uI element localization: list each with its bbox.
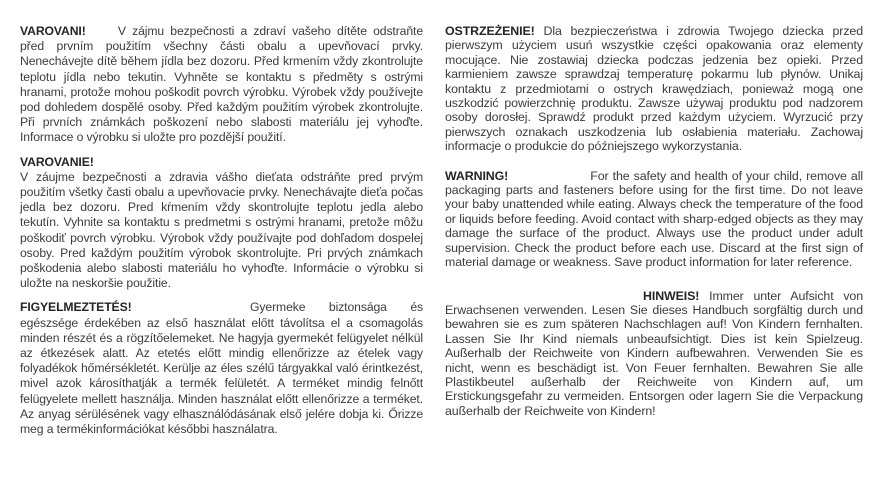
right-column — [445, 24, 863, 494]
warning-heading-czech: VAROVANI! — [20, 24, 86, 38]
warning-heading-slovak: VAROVANIE! — [20, 154, 94, 169]
warning-text-czech: VAROVANI! V zájmu bezpečnosti a zdraví vašeho dítěte odstraňte před prvním použitím všechny části obalu a upevňovací prvky. Nenechávejte dítě během jídla bez dozoru. Před krmením vždy zkontrolujte teplotu jídla nebo tekutin. Vyhněte se kontaktu s předměty s ostrými hranami, protože mohou poškodit povrch výrobku. Výrobek vždy používejte pod dohledem dospělé osoby. Před každým použitím výrobek zkontrolujte. Při prvních známkách poškození nebo slabosti materiálu jej vyhoďte. Informace o výrobku si uložte pro pozdější použití. — [20, 24, 423, 145]
warning-text-slovak: V záujme bezpečnosti a zdravia vášho dieťata odstráňte pred prvým použitím všetky časti obalu a upevňovacie prvky. Nenechávajte dieťa počas jedla bez dozoru. Pred kŕmením vždy skontrolujte teplotu jedla alebo tekutín. Vyhnite sa kontaktu s predmetmi s ostrými hranami, pretože môžu poškodiť povrch výrobku. Výrobok vždy používajte pod dohľadom dospelej osoby. Pred každým použitím výrobok skontrolujte. Pri prvých známkach poškodenia alebo slabosti materiálu ho vyhoďte. Informácie o výrobku si uložte na neskoršie použitie. — [20, 169, 423, 291]
warning-text-english: WARNING! For the safety and health of your child, remove all packaging parts and fasteners before using for the first time. Do not leave your baby unattended while eating. Always check the temperature of the food or liquids before feeding. Avoid contact with sharp-edged objects as they may damage the surface of the product. Always use the product under adult supervision. Check the product before each use. Discard at the first sign of material damage or weakness. Save product information for later reference. — [445, 168, 863, 270]
heading-gap — [508, 179, 586, 180]
heading-gap — [86, 34, 112, 35]
warning-block-german — [445, 289, 863, 419]
left-column — [20, 24, 423, 494]
warning-block-czech — [20, 24, 423, 146]
warning-block-polish — [445, 24, 863, 154]
warning-heading-german: HINWEIS! — [643, 288, 700, 303]
warning-block-hungarian — [20, 300, 423, 437]
warning-text-polish: OSTRZEŻENIE! Dla bezpieczeństwa i zdrowia Twojego dziecka przed pierwszym użyciem usuń wszystkie części opakowania oraz elementy mocujące. Nie zostawiaj dziecka podczas jedzenia bez opieki. Przed karmieniem zawsze sprawdzaj temperaturę pokarmu lub płynów. Unikaj kontaktu z przedmiotami o ostrych krawędziach, ponieważ mogą one uszkodzić powierzchnię produktu. Zawsze używaj produktu pod nadzorem osoby dorosłej. Sprawdź produkt przed każdym użyciem. Wyrzucić przy pierwszych oznakach uszkodzenia lub osłabienia materiału. Zachowaj informacje o produkcie do późniejszego wykorzystania. — [445, 24, 863, 154]
warning-text-german: HINWEIS! Immer unter Aufsicht von Erwachsenen verwenden. Lesen Sie dieses Handbuch sorgfältig durch und bewahren sie es zum späteren Nachschlagen auf! Von Kindern fernhalten. Lassen Sie Ihr Kind niemals unbeaufsichtigt. Dies ist kein Spielzeug. Außerhalb der Reichweite von Kindern aufbewahren. Verwenden Sie es nicht, wenn es beschädigt ist. Von Feuer fernhalten. Bewahren Sie alle Plastikbeutel außerhalb der Reichweite von Kindern auf, um Erstickungsgefahr zu vermeiden. Entsorgen oder lagern Sie die Verpackung außerhalb der Reichweite von Kindern! — [445, 288, 863, 418]
warning-heading-polish: OSTRZEŻENIE! — [445, 24, 535, 38]
warning-block-slovak — [20, 155, 423, 292]
warning-block-english — [445, 169, 863, 270]
warning-heading-english: WARNING! — [445, 168, 509, 183]
warning-text-hungarian: FIGYELMEZTETÉS! Gyermeke biztonsága és egészsége érdekében az első használat előtt távolítsa el a csomagolás minden részét és a rögzítőelemeket. Ne hagyja gyermekét felügyelet nélkül az étkezések alatt. Az etetés előtt mindig ellenőrizze az ételek vagy folyadékok hőmérsékletét. Kerülje az éles szélű tárgyakkal való érintkezést, mivel azok károsíthatják a termék felületét. A terméket mindig felnőtt felügyelete mellett használja. Minden használat előtt ellenőrizze a terméket. Az anyag sérülésének vagy elhasználódásának első jelére dobja ki. Őrizze meg a termékinformációkat későbbi használatra. — [20, 300, 423, 437]
warning-heading-hungarian: FIGYELMEZTETÉS! — [20, 300, 132, 315]
heading-gap — [132, 310, 227, 311]
